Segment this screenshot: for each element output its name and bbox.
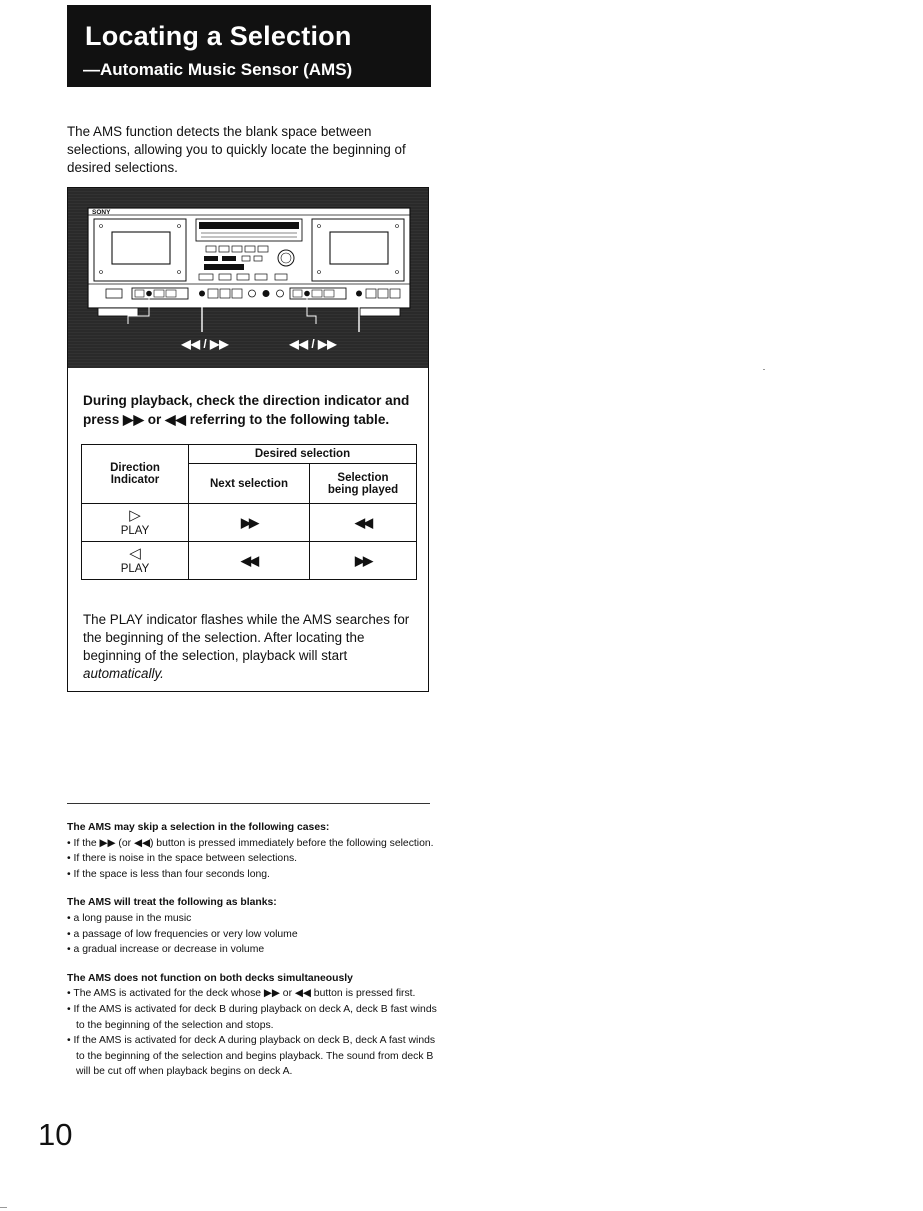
- note-item: • If the space is less than four seconds long.: [67, 867, 437, 883]
- table-header-next: Next selection: [189, 464, 310, 504]
- note-item: • a passage of low frequencies or very low volume: [67, 927, 437, 943]
- notes-section: [67, 820, 437, 1093]
- next-selection-cell: ◀◀: [189, 542, 310, 580]
- instruction-text: [83, 391, 418, 429]
- direction-forward-cell: [82, 504, 189, 542]
- table-row: [82, 542, 417, 580]
- intro-line: desired selections.: [67, 160, 178, 175]
- play-label: PLAY: [120, 524, 150, 537]
- note-item: • If the AMS is activated for deck A during playback on deck B, deck A fast winds to the beginning of the selection and begins playback. The sound from deck B will be cut off when playback begins on deck A.: [67, 1033, 437, 1080]
- paragraph-line: The PLAY indicator flashes while the AMS searches for: [83, 612, 410, 627]
- left-fwd-rew-label: ◀◀ / ▶▶: [181, 337, 229, 351]
- paragraph-line: beginning of the selection, playback will start: [83, 648, 348, 663]
- play-label: PLAY: [120, 562, 150, 575]
- note-item: • a gradual increase or decrease in volume: [67, 942, 437, 958]
- being-played-cell: ▶▶: [310, 542, 417, 580]
- corner-mark: [0, 1207, 7, 1208]
- paragraph-line: the beginning of the selection. After locating the: [83, 630, 365, 645]
- direction-table: [81, 444, 417, 580]
- page-subtitle: —Automatic Music Sensor (AMS): [83, 60, 353, 79]
- display-readout: [199, 222, 299, 229]
- being-played-cell: ◀◀: [310, 504, 417, 542]
- scan-speck: [763, 369, 765, 370]
- note-heading: The AMS may skip a selection in the following cases:: [67, 822, 330, 833]
- header-direction-line1: Direction: [110, 462, 160, 474]
- instruction-line: During playback, check the direction indicator and: [83, 393, 410, 408]
- header-being-line2: being played: [327, 483, 399, 496]
- paragraph-line-italic: automatically.: [83, 666, 164, 681]
- direction-reverse-cell: [82, 542, 189, 580]
- deck-illustration-panel: [68, 188, 428, 368]
- intro-paragraph: [67, 123, 427, 177]
- forward-play-icon: ▷: [129, 506, 141, 524]
- note-block: [67, 820, 437, 882]
- note-item: • If there is noise in the space between selections.: [67, 851, 437, 867]
- cassette-deck-illustration: [68, 188, 428, 368]
- note-block: [67, 895, 437, 957]
- header-being-line1: Selection: [337, 471, 389, 484]
- notes-divider: [67, 803, 430, 804]
- note-item: • The AMS is activated for the deck whose ▶▶ or ◀◀ button is pressed first.: [67, 986, 437, 1002]
- note-heading: The AMS will treat the following as blanks:: [67, 897, 277, 909]
- intro-line: selections, allowing you to quickly locate the beginning of: [67, 142, 406, 157]
- instruction-line: press ▶▶ or ◀◀ referring to the following table.: [83, 412, 390, 427]
- table-header-desired: Desired selection: [189, 445, 417, 464]
- note-heading: The AMS does not function on both decks simultaneously: [67, 972, 353, 984]
- instruction-box: [67, 187, 429, 692]
- page-title: Locating a Selection: [85, 21, 352, 51]
- page-number: 10: [38, 1117, 73, 1152]
- note-item: • If the AMS is activated for deck B during playback on deck A, deck B fast winds to the beginning of the selection and stops.: [67, 1002, 437, 1033]
- reverse-play-icon: ◁: [129, 544, 141, 562]
- play-indicator-paragraph: [83, 611, 418, 683]
- table-row: [82, 504, 417, 542]
- header-direction-line2: Indicator: [110, 474, 160, 486]
- table-header-direction: [82, 445, 189, 504]
- note-item: • a long pause in the music: [67, 911, 437, 927]
- brand-label: SONY: [92, 209, 111, 216]
- note-item: • If the ▶▶ (or ◀◀) button is pressed immediately before the following selection.: [67, 836, 437, 852]
- right-fwd-rew-label: ◀◀ / ▶▶: [289, 337, 337, 351]
- table-header-being: [310, 464, 417, 504]
- next-selection-cell: ▶▶: [189, 504, 310, 542]
- header-band: [67, 5, 431, 87]
- intro-line: The AMS function detects the blank space between: [67, 124, 372, 139]
- note-block: [67, 971, 437, 1080]
